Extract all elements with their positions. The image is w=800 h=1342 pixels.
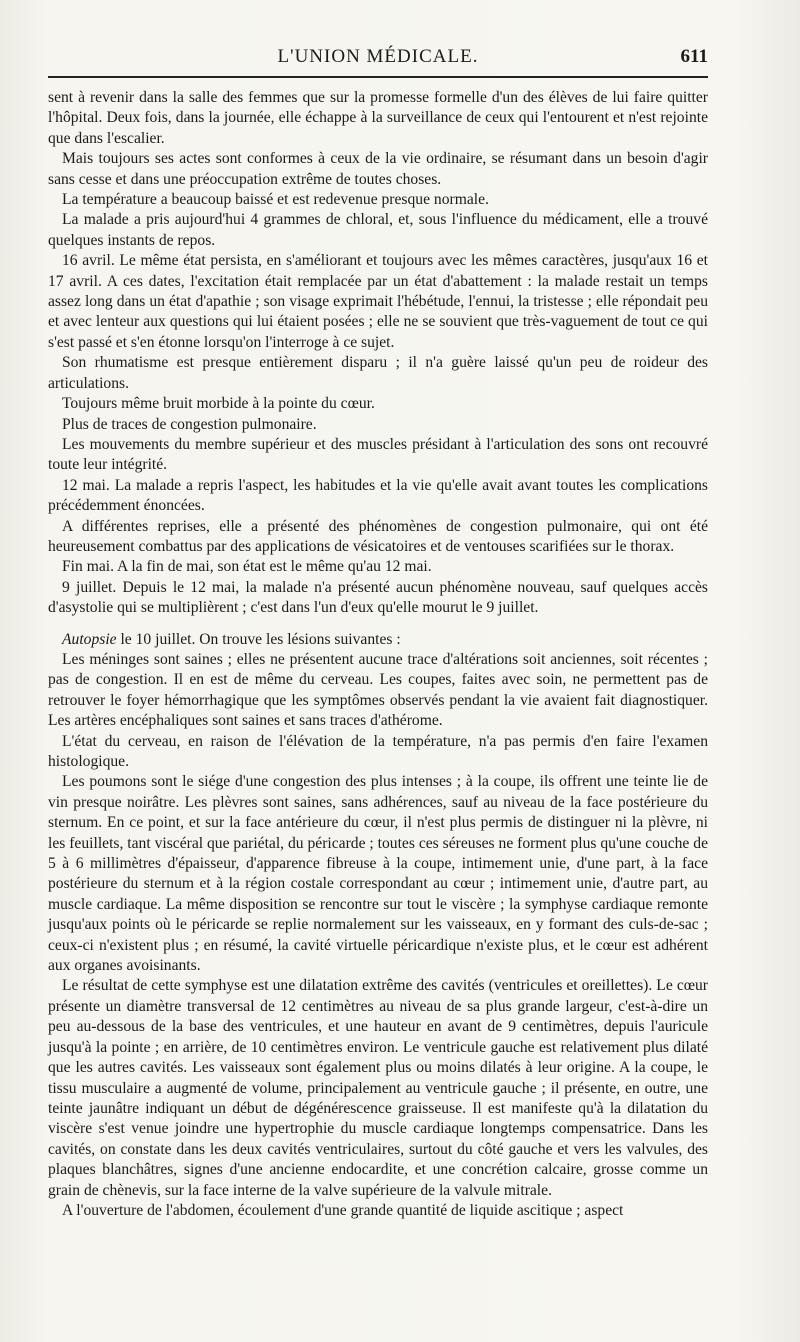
paragraph: Les méninges sont saines ; elles ne présentent aucune trace d'altérations soit anciennes, soit récentes ; pas de congestion. Il en est de même du cerveau. Les coupes, faites avec soin, ne permettent pas de retrouver le foyer hémorrhagique que les symptômes observés pendant la vie avaient fait diagnostiquer. Les artères encéphaliques sont saines et sans traces d'athérome. bbox=[48, 650, 708, 730]
paragraph: Son rhumatisme est presque entièrement disparu ; il n'a guère laissé qu'un peu de roideur des articulations. bbox=[48, 354, 708, 392]
autopsy-label: Autopsie bbox=[62, 630, 117, 648]
page-number: 611 bbox=[680, 46, 708, 67]
journal-title: L'UNION MÉDICALE. bbox=[277, 46, 479, 67]
running-head bbox=[48, 40, 708, 72]
paragraph: Plus de traces de congestion pulmonaire. bbox=[62, 415, 317, 433]
paragraph: 16 avril. Le même état persista, en s'améliorant et toujours avec les mêmes caractères, jusqu'aux 16 et 17 avril. A ces dates, l'excitation était remplacée par un état d'abattement : la malade restait un temps assez long dans un état d'apathie ; son visage exprimait l'hébétude, l'ennui, la tristesse ; elle répondait peu et avec lenteur aux questions qui lui étaient posées ; elle ne se souvient que très-vaguement de tout ce qui s'est passé et s'en étonne lorsqu'on l'interroge à ce sujet. bbox=[48, 252, 708, 351]
paragraph: sent à revenir dans la salle des femmes que sur la promesse formelle d'un des élèves de lui faire quitter l'hôpital. Deux fois, dans la journée, elle échappe à la surveillance de ceux qui l'entourent et n'est rejointe que dans l'escalier. bbox=[48, 89, 708, 147]
autopsy-heading bbox=[48, 630, 708, 650]
paragraph: 12 mai. La malade a repris l'aspect, les habitudes et la vie qu'elle avait avant toutes les complications précédemment énoncées. bbox=[48, 476, 708, 515]
paragraph: La température a beaucoup baissé et est redevenue presque normale. bbox=[62, 191, 489, 209]
paragraph: Les poumons sont le siége d'une congestion des plus intenses ; à la coupe, ils offrent une teinte lie de vin presque noirâtre. Les plèvres sont saines, sans adhérences, sauf au niveau de la face postérieure du sternum. En ce point, et sur la face antérieure du cœur, il n'est plus permis de distinguer ni la plèvre, ni les feuillets, tant viscéral que pariétal, du péricarde ; toutes ces séreuses ne forment plus qu'une couche de 5 à 6 millimètres d'épaisseur, d'apparence fibreuse à la coupe, intimement unie, d'une part, à la face postérieure du sternum et à la région costale correspondant au cœur ; intimement unie, d'autre part, au muscle cardiaque. La même disposition se rencontre sur tout le viscère ; la symphyse cardiaque remonte jusqu'aux points où le péricarde se replie normalement sur les vaisseaux, en y formant des culs-de-sac ; ceux-ci n'existent plus ; en résumé, la cavité virtuelle péricardique n'existe plus, et le cœur est adhérent aux organes avoisinants. bbox=[48, 773, 708, 975]
paragraph: Mais toujours ses actes sont conformes à ceux de la vie ordinaire, se résumant dans un besoin d'agir sans cesse et dans une préoccupation extrême de toutes choses. bbox=[48, 150, 708, 188]
paragraph: Toujours même bruit morbide à la pointe du cœur. bbox=[62, 395, 375, 413]
header-rule bbox=[48, 76, 708, 78]
paragraph: Les mouvements du membre supérieur et des muscles présidant à l'articulation des sons ont recouvré toute leur intégrité. bbox=[48, 435, 708, 474]
paragraph: Fin mai. A la fin de mai, son état est le même qu'au 12 mai. bbox=[62, 558, 432, 576]
autopsy-intro: le 10 juillet. On trouve les lésions suivantes : bbox=[116, 630, 401, 648]
paragraph: La malade a pris aujourd'hui 4 grammes de chloral, et, sous l'influence du médicament, elle a trouvé quelques instants de repos. bbox=[48, 211, 708, 249]
paragraph: A différentes reprises, elle a présenté des phénomènes de congestion pulmonaire, qui ont été heureusement combattus par des applications de vésicatoires et de ventouses scarifiées sur le thorax. bbox=[48, 517, 708, 555]
paragraph: A l'ouverture de l'abdomen, écoulement d'une grande quantité de liquide ascitique ; aspect bbox=[62, 1201, 624, 1219]
article-body bbox=[48, 88, 708, 1221]
paragraph: L'état du cerveau, en raison de l'élévation de la température, n'a pas permis d'en faire l'examen histologique. bbox=[48, 732, 708, 770]
paragraph: 9 juillet. Depuis le 12 mai, la malade n'a présenté aucun phénomène nouveau, sauf quelques accès d'asystolie qui se multiplièrent ; c'est dans l'un d'eux qu'elle mourut le 9 juillet. bbox=[48, 578, 708, 617]
paragraph: Le résultat de cette symphyse est une dilatation extrême des cavités (ventricules et oreillettes). Le cœur présente un diamètre transversal de 12 centimètres au niveau de sa plus grande largeur, c'est-à-dire un peu au-dessous de la base des ventricules, et une hauteur en avant de 9 centimètres, depuis l'auricule jusqu'à la pointe ; en arrière, de 10 centimètres environ. Le ventricule gauche est relativement plus dilaté que les autres cavités. Les vaisseaux sont également plus ou moins dilatés à leur origine. A la coupe, le tissu musculaire a augmenté de volume, principalement au ventricule gauche ; il présente, en outre, une teinte jaunâtre indiquant un début de dégénérescence graisseuse. Il est manifeste qu'à la dilatation du viscère s'est venue joindre une hypertrophie du muscle cardiaque longtemps compensatrice. Dans les cavités, on constate dans les deux cavités ventriculaires, surtout du côté gauche et vers les valvules, des plaques blanchâtres, signes d'une ancienne endocardite, et une concrétion calcaire, grosse comme un grain de chènevis, sur la face interne de la valve supérieure de la valvule mitrale. bbox=[48, 977, 708, 1199]
